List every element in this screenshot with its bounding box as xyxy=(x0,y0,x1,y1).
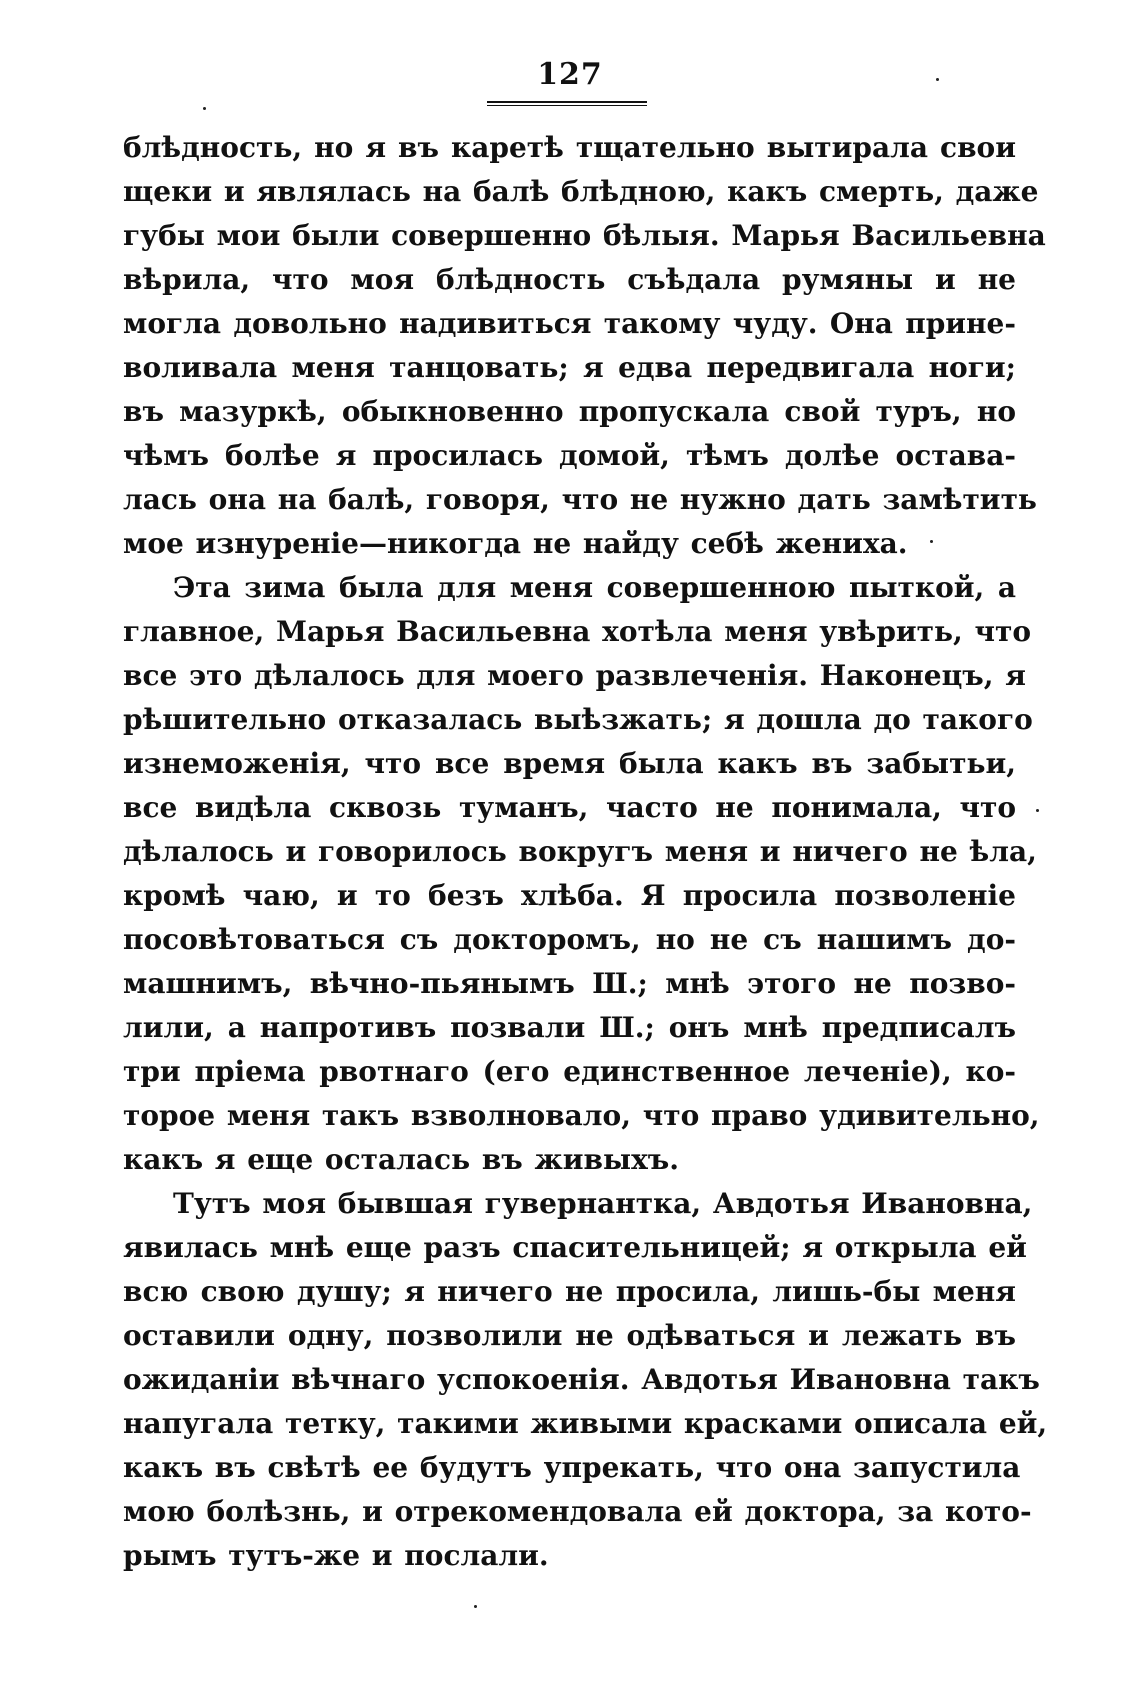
text-line: лась она на балѣ, говоря, что не нужно дать замѣтить xyxy=(123,483,1037,516)
text-line: три пріема рвотнаго (его единственное леченіе), ко- xyxy=(123,1055,1016,1088)
text-line: губы мои были совершенно бѣлыя. Марья Васильевна xyxy=(123,219,1046,252)
text-line: Тутъ моя бывшая гувернантка, Авдотья Ивановна, xyxy=(173,1187,1033,1220)
text-line: рѣшительно отказалась выѣзжать; я дошла до такого xyxy=(123,703,1033,736)
text-line: явилась мнѣ еще разъ спасительницей; я открыла ей xyxy=(123,1231,1027,1264)
text-line: могла довольно надивиться такому чуду. Она прине- xyxy=(123,307,1016,340)
text-line: чѣмъ болѣе я просилась домой, тѣмъ долѣе остава- xyxy=(123,439,1016,472)
text-line: посовѣтоваться съ докторомъ, но не съ нашимъ до- xyxy=(123,923,1016,956)
text-line: дѣлалось и говорилось вокругъ меня и ничего не ѣла, xyxy=(123,835,1037,868)
paragraph-2 xyxy=(123,566,1040,1182)
body-text xyxy=(123,126,1048,1578)
text-line: изнеможенія, что все время была какъ въ забытьи, xyxy=(123,747,1016,780)
text-line: машнимъ, вѣчно-пьянымъ Ш.; мнѣ этого не позво- xyxy=(123,967,1016,1000)
text-line: главное, Марья Васильевна хотѣла меня увѣрить, что xyxy=(123,615,1032,648)
text-line: въ мазуркѣ, обыкновенно пропускала свой туръ, но xyxy=(123,395,1016,428)
print-speck xyxy=(930,540,933,543)
text-line: вѣрила, что моя блѣдность съѣдала румяны и не xyxy=(123,263,1016,296)
text-line: кромѣ чаю, и то безъ хлѣба. Я просила позволеніе xyxy=(123,879,1016,912)
print-speck xyxy=(474,1605,477,1608)
text-line: лили, а напротивъ позвали Ш.; онъ мнѣ предписалъ xyxy=(123,1011,1016,1044)
print-speck xyxy=(1036,809,1039,812)
text-line: рымъ тутъ-же и послали. xyxy=(123,1539,549,1572)
text-line: все видѣла сквозь туманъ, часто не понимала, что xyxy=(123,791,1016,824)
text-line: какъ я еще осталась въ живыхъ. xyxy=(123,1143,679,1176)
text-line: оставили одну, позволили не одѣваться и лежать въ xyxy=(123,1319,1016,1352)
text-line: мое изнуреніе—никогда не найду себѣ жениха. xyxy=(123,527,908,560)
text-line: воливала меня танцовать; я едва передвигала ноги; xyxy=(123,351,1016,384)
text-line: блѣдность, но я въ каретѣ тщательно вытирала свои xyxy=(123,131,1016,164)
text-line: щеки и являлась на балѣ блѣдною, какъ смерть, даже xyxy=(123,175,1039,208)
text-line: мою болѣзнь, и отрекомендовала ей доктора, за кото- xyxy=(123,1495,1032,1528)
text-line: Эта зима была для меня совершенною пыткой, а xyxy=(173,571,1016,604)
print-speck xyxy=(203,107,206,110)
text-line: торое меня такъ взволновало, что право удивительно, xyxy=(123,1099,1040,1132)
page-number: 127 xyxy=(537,57,603,92)
header-rule xyxy=(487,101,647,106)
paragraph-3 xyxy=(123,1182,1048,1578)
text-line: все это дѣлалось для моего развлеченія. Наконецъ, я xyxy=(123,659,1026,692)
text-line: какъ въ свѣтѣ ее будутъ упрекать, что она запустила xyxy=(123,1451,1021,1484)
text-line: всю свою душу; я ничего не просила, лишь-бы меня xyxy=(123,1275,1016,1308)
text-line: напугала тетку, такими живыми красками описала ей, xyxy=(123,1407,1048,1440)
paragraph-1 xyxy=(123,126,1046,566)
print-speck xyxy=(936,78,939,81)
text-line: ожиданіи вѣчнаго успокоенія. Авдотья Ивановна такъ xyxy=(123,1363,1040,1396)
